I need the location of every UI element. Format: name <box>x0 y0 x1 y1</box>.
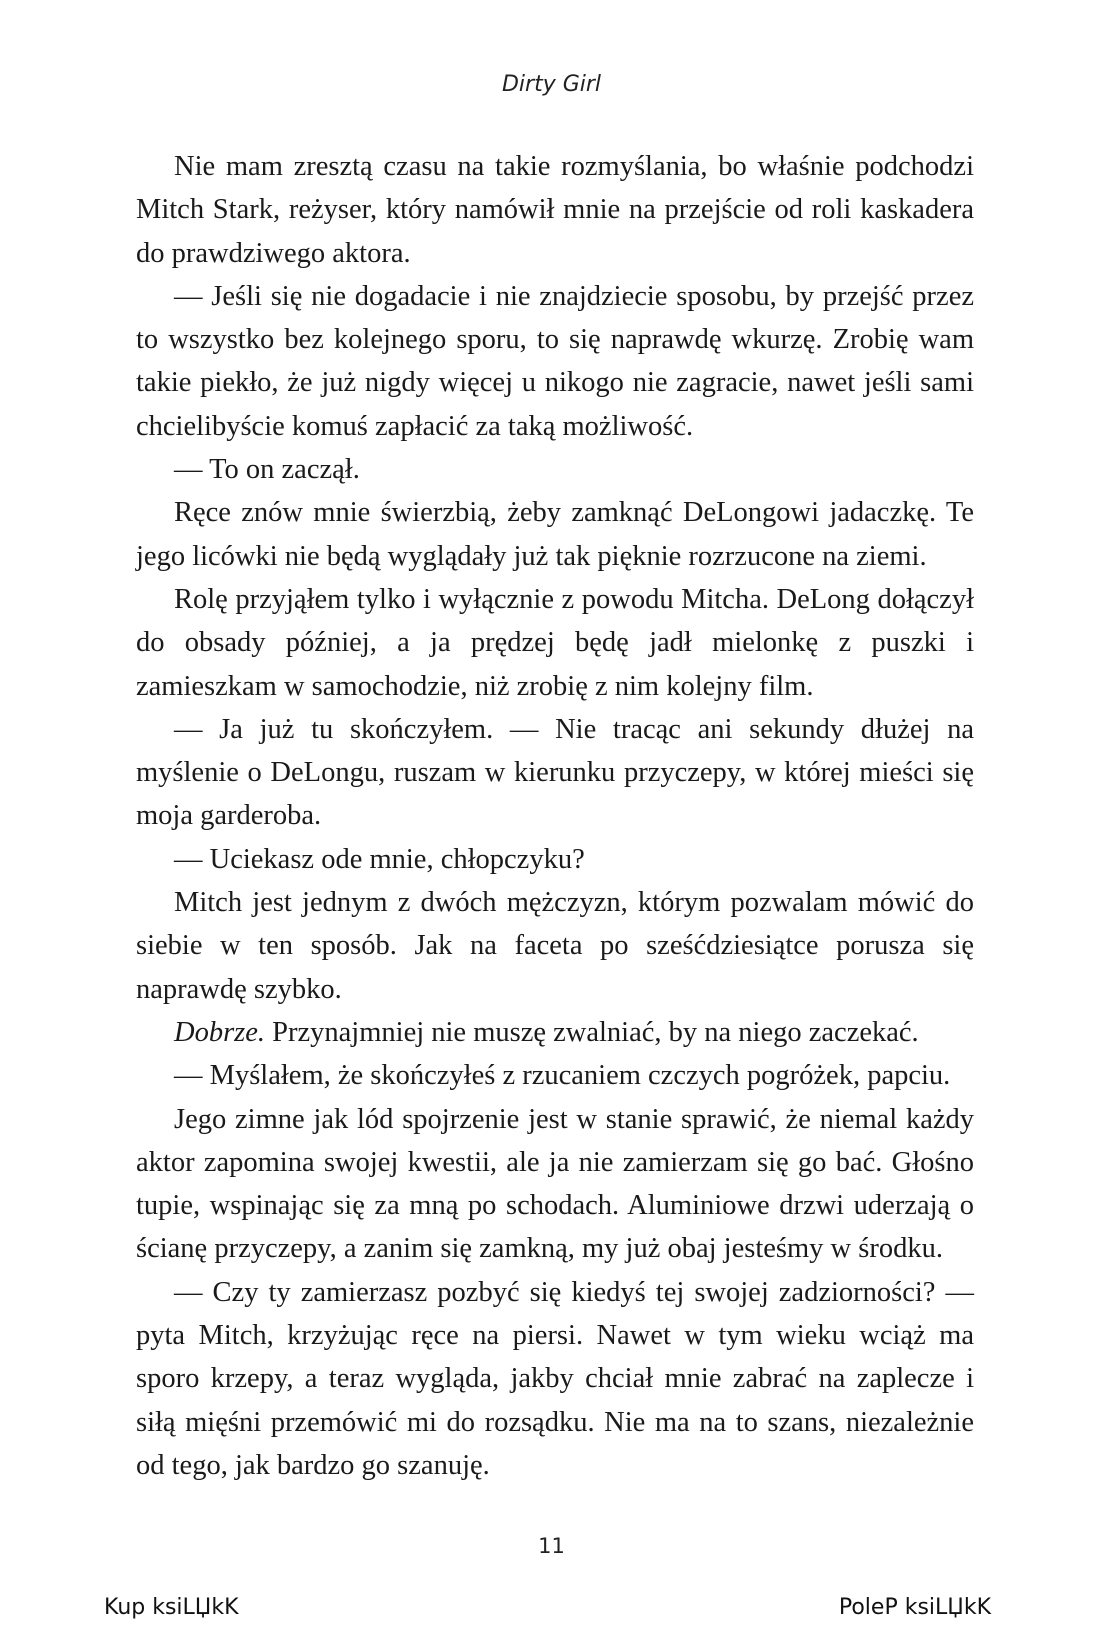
paragraph <box>136 1011 974 1054</box>
paragraph: — Ja już tu skończyłem. — Nie tracąc ani sekundy dłużej na myślenie o DeLongu, ruszam w kierunku przyczepy, w której mieści się moja garderoba. <box>136 713 974 832</box>
buy-book-link[interactable]: Kup ksiLЏkK <box>104 1595 239 1620</box>
paragraph: Rolę przyjąłem tylko i wyłącznie z powodu Mitcha. DeLong dołączył do obsady później, a ja prędzej będę jadł mielonkę z puszki i zamieszkam w samochodzie, niż zrobię z nim kolejny film. <box>136 583 974 702</box>
paragraph: — To on zaczął. <box>174 454 360 486</box>
paragraph: — Jeśli się nie dogadacie i nie znajdziecie sposobu, by przejść przez to wszystko bez kolejnego sporu, to się naprawdę wkurzę. Zrobię wam takie piekło, że już nigdy więcej u nikogo nie zagracie, nawet jeśli sami chcielibyście komuś zapłacić za taką możliwość. <box>136 280 974 442</box>
body-text <box>136 145 974 1487</box>
paragraph: — Myślałem, że skończyłeś z rzucaniem czczych pogróżek, papciu. <box>174 1060 951 1092</box>
paragraph: Nie mam zresztą czasu na takie rozmyślania, bo właśnie podchodzi Mitch Stark, reżyser, który namówił mnie na przejście od roli kaskadera do prawdziwego aktora. <box>136 151 974 269</box>
paragraph-text: Przynajmniej nie muszę zwalniać, by na niego zaczekać. <box>272 1016 919 1048</box>
paragraph: — Czy ty zamierzasz pozbyć się kiedyś tej swojej zadziorności? — pyta Mitch, krzyżując ręce na piersi. Nawet w tym wieku wciąż ma sporo krzepy, a teraz wygląda, jakby chciał mnie zabrać na zaplecze i siłą mięśni przemówić mi do rozsądku. Nie ma na to szans, niezależnie od tego, jak bardzo go szanuję. <box>136 1276 974 1481</box>
recommend-book-link[interactable]: PoleP ksiLЏkK <box>838 1595 991 1620</box>
page-number: 11 <box>538 1534 565 1558</box>
paragraph: — Uciekasz ode mnie, chłopczyku? <box>174 843 585 875</box>
paragraph: Jego zimne jak lód spojrzenie jest w stanie sprawić, że niemal każdy aktor zapomina swojej kwestii, ale ja nie zamierzam się go bać. Głośno tupie, wspinając się za mną po schodach. Aluminiowe drzwi uderzają o ścianę przyczepy, a zanim się zamkną, my już obaj jesteśmy w środku. <box>136 1103 974 1265</box>
paragraph: Mitch jest jednym z dwóch mężczyzn, którym pozwalam mówić do siebie w ten sposób. Jak na faceta po sześćdziesiątce porusza się naprawdę szybko. <box>136 887 974 1005</box>
emphasized-word: Dobrze. <box>174 1016 266 1048</box>
running-header: Dirty Girl <box>501 72 602 97</box>
paragraph: Ręce znów mnie świerzbią, żeby zamknąć DeLongowi jadaczkę. Te jego licówki nie będą wyglądały już tak pięknie rozrzucone na ziemi. <box>136 497 974 572</box>
